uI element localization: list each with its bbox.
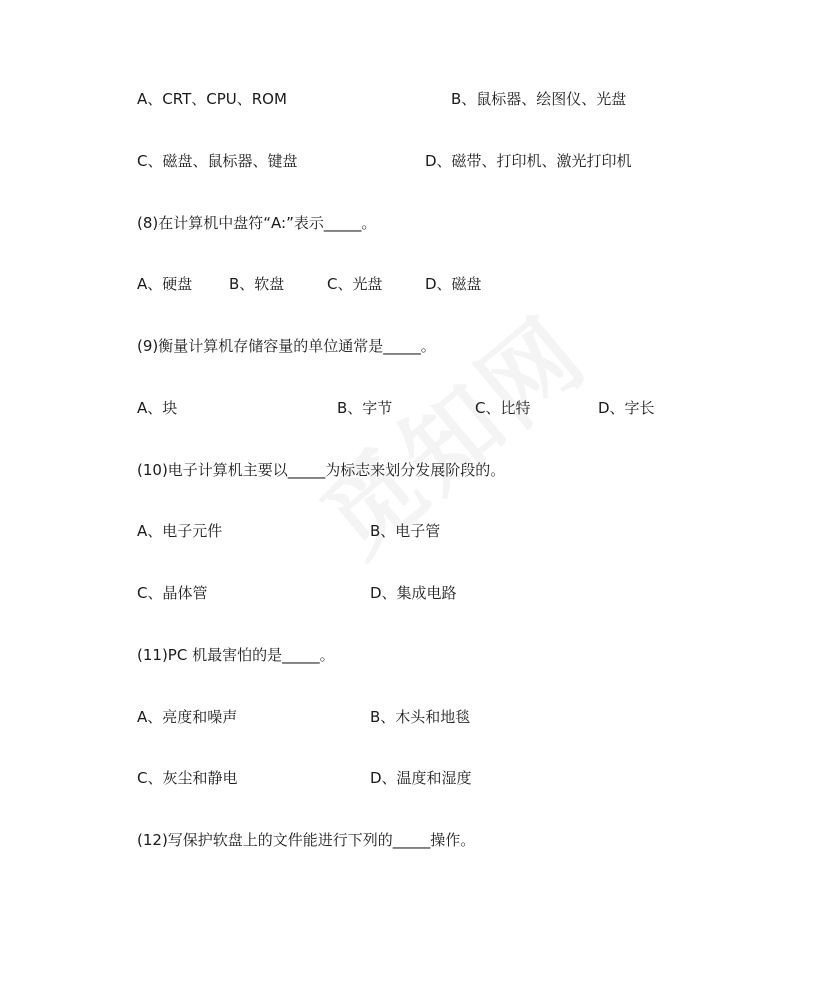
q9-option-b: B、字节	[337, 399, 393, 417]
q7-option-b: B、鼠标器、绘图仪、光盘	[451, 90, 627, 108]
q10-option-a: A、电子元件	[137, 522, 223, 540]
q11-option-a: A、亮度和噪声	[137, 708, 238, 726]
q8-option-b: B、软盘	[229, 275, 285, 293]
question-8: (8)在计算机中盘符“A:”表示_____。	[137, 214, 377, 232]
question-10: (10)电子计算机主要以_____为标志来划分发展阶段的。	[137, 461, 506, 479]
q9-option-a: A、块	[137, 399, 178, 417]
question-12: (12)写保护软盘上的文件能进行下列的_____操作。	[137, 831, 476, 849]
q9-option-d: D、字长	[598, 399, 655, 417]
q8-option-c: C、光盘	[327, 275, 383, 293]
watermark	[289, 271, 611, 569]
q10-option-d: D、集成电路	[370, 584, 457, 602]
q7-option-d: D、磁带、打印机、激光打印机	[425, 152, 632, 170]
question-11: (11)PC 机最害怕的是_____。	[137, 646, 335, 664]
q10-option-b: B、电子管	[370, 522, 441, 540]
q8-option-d: D、磁盘	[425, 275, 482, 293]
q11-option-d: D、温度和湿度	[370, 769, 472, 787]
q10-option-c: C、晶体管	[137, 584, 208, 602]
q8-option-a: A、硬盘	[137, 275, 193, 293]
question-9: (9)衡量计算机存储容量的单位通常是_____。	[137, 337, 436, 355]
q7-option-c: C、磁盘、鼠标器、键盘	[137, 152, 298, 170]
q7-option-a: A、CRT、CPU、ROM	[137, 90, 287, 108]
q11-option-b: B、木头和地毯	[370, 708, 471, 726]
q9-option-c: C、比特	[475, 399, 531, 417]
q11-option-c: C、灰尘和静电	[137, 769, 238, 787]
